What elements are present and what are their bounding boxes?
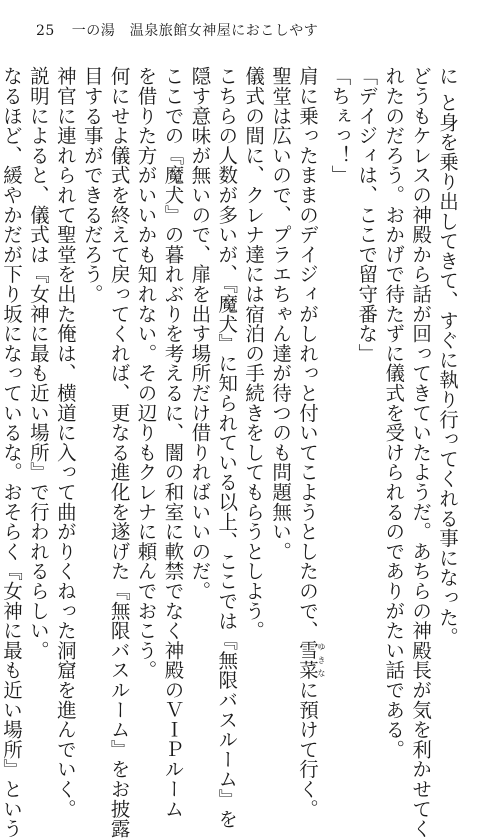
text-line: こちらの人数が多いが、『魔犬』に知られている以上、ここでは『無限バスルーム』を <box>215 66 239 829</box>
text-line-with-ruby <box>293 66 326 819</box>
running-header <box>36 20 318 40</box>
text-line-end: に預けて行く。 <box>295 679 319 819</box>
text-line-start: 肩に乗ったままのデイジィがしれっと付いてこようとしたので、 <box>295 66 319 641</box>
text-line: 神官に連れられて聖堂を出た俺は、横道に入って曲がりくねった洞窟を進んでいく。 <box>53 66 77 819</box>
text-line: なるほど、緩やかだが下り坂になっているな。おそらく『女神に最も近い場所』という <box>0 66 23 838</box>
text-line: 「ちぇっ！」 <box>328 66 352 185</box>
ruby-base: 雪菜 <box>295 640 319 680</box>
text-line: を借りた方がいいかも知れない。その辺りもクレナに頼んでおこう。 <box>134 66 158 680</box>
text-line: 説明によると、儀式は『女神に最も近い場所』で行われるらしい。 <box>26 66 50 660</box>
text-line: に と身を乗り出してきて、すぐに執り行ってくれる事になった。 <box>436 66 459 647</box>
text-line: 何にせよ儀式を終えて戻ってくれば、更なる進化を遂げた『無限バスルーム』をお披露 <box>107 66 131 838</box>
text-line: 儀式の間に、クレナ達には宿泊の手続きをしてもらうとしよう。 <box>242 66 266 641</box>
text-line: ここでの『魔犬』の暮れぶりを考えるに、闇の和室に軟禁でなく神殿のＶＩＰルーム <box>161 66 185 819</box>
page-number: 25 <box>36 23 55 39</box>
ruby-word <box>295 640 326 680</box>
text-line: 目する事ができるだろう。 <box>80 66 104 304</box>
text-line: 「デイジィは、ここで留守番な」 <box>355 66 379 363</box>
ruby-reading: ゆきな <box>316 640 326 680</box>
text-line: 隠す意味が無いので、扉を出す場所だけ借りればいいのだ。 <box>188 66 212 601</box>
running-title: 一の湯 温泉旅館女神屋におこしやす <box>71 23 319 39</box>
text-line: どうもケレスの神殿から話が回ってきていたようだ。あちらの神殿長が気を利かせてく <box>409 66 433 838</box>
vertical-text-body <box>0 66 460 838</box>
text-line: れたのだろう。おかげで待たずに儀式を受けられるのでありがたい話である。 <box>382 66 406 759</box>
text-line: 聖堂は広いので、プラエちゃん達が待つのも問題無い。 <box>269 66 293 561</box>
